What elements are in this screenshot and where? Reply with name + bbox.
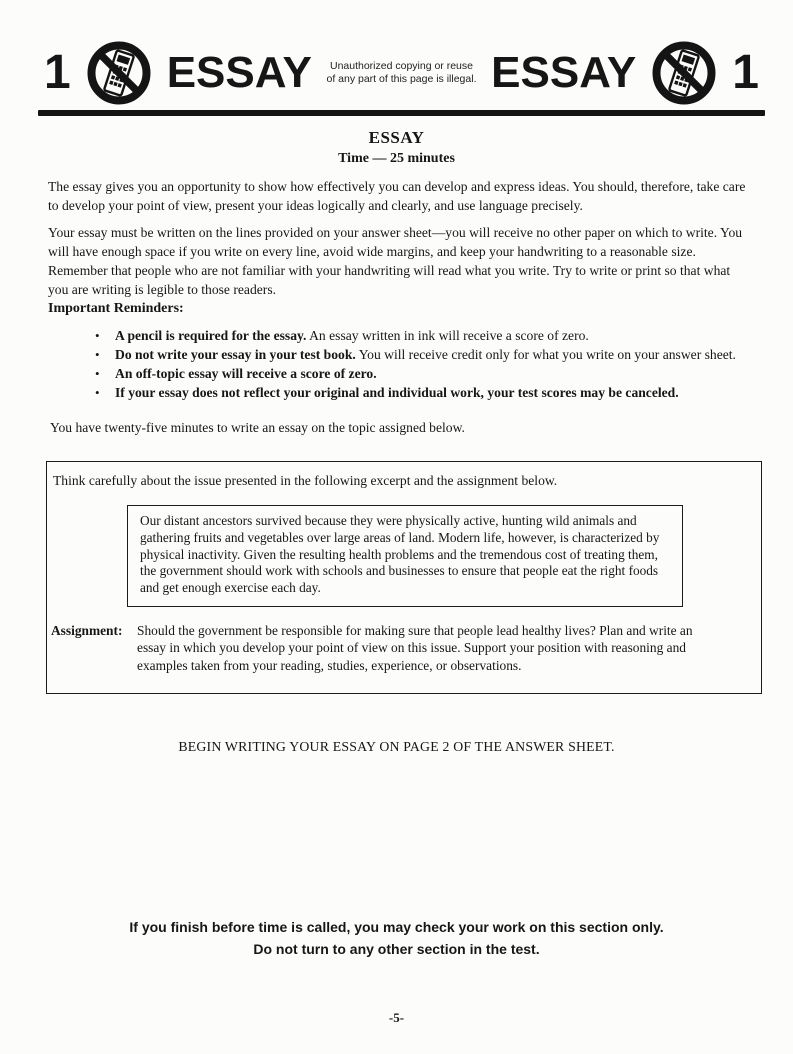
reminders-list xyxy=(48,326,750,402)
footer-warning xyxy=(0,916,793,960)
list-item xyxy=(48,345,750,364)
section-number-left: 1 xyxy=(44,46,71,99)
reminder-text xyxy=(115,345,750,364)
reminder-rest: You will receive credit only for what you write on your answer sheet. xyxy=(355,347,736,362)
reminder-bold: A pencil is required for the essay. xyxy=(115,328,307,343)
assignment-section xyxy=(47,622,761,675)
list-item xyxy=(48,364,750,383)
page-number: -5- xyxy=(388,1010,405,1025)
header-right-group xyxy=(491,41,759,105)
bullet-icon: • xyxy=(95,366,100,381)
intro-paragraph-2: Your essay must be written on the lines provided on your answer sheet—you will receive no other paper on which to write. You will have enough space if you write on every line, avoid wide margins, and keep your handwriting to a reasonable size. Remember that people who are not familiar with your handwriting will read what you write. Try to write or print so that what you are writing is legible to those readers. xyxy=(48,225,743,297)
reminder-bold: Do not write your essay in your test book. xyxy=(115,347,356,362)
reminder-bold: An off-topic essay will receive a score of zero. xyxy=(115,366,377,381)
assignment-label: Assignment: xyxy=(51,622,123,638)
reminder-rest: An essay written in ink will receive a score of zero. xyxy=(306,328,589,343)
bullet-icon: • xyxy=(95,385,100,400)
no-calculator-icon xyxy=(652,41,716,105)
header-divider-rule xyxy=(38,110,765,116)
bullet-icon: • xyxy=(95,328,100,343)
essay-prompt-box xyxy=(46,461,762,694)
list-item xyxy=(48,383,750,402)
footer-warning-line-1: If you finish before time is called, you may check your work on this section only. xyxy=(129,919,664,935)
copyright-notice: Unauthorized copying or reuse of any part of this page is illegal. xyxy=(326,60,477,85)
intro-section xyxy=(48,177,750,299)
footer-warning-line-2: Do not turn to any other section in the test. xyxy=(253,941,540,957)
reminder-text xyxy=(115,364,750,383)
reminders-section xyxy=(48,299,750,402)
header-essay-label-left: ESSAY xyxy=(166,48,312,97)
header-essay-label-right: ESSAY xyxy=(491,48,637,97)
time-note: You have twenty-five minutes to write an essay on the topic assigned below. xyxy=(50,420,465,435)
reminder-text xyxy=(115,383,750,402)
list-item xyxy=(48,326,750,345)
section-number-right: 1 xyxy=(732,46,759,99)
time-limit-label: Time — 25 minutes xyxy=(338,151,455,166)
page-header xyxy=(44,38,759,108)
title-block xyxy=(0,128,793,167)
reminders-heading: Important Reminders: xyxy=(48,301,184,316)
excerpt-box xyxy=(127,505,683,607)
reminder-bold: If your essay does not reflect your original and individual work, your test scores may be canceled. xyxy=(115,385,679,400)
page-title: ESSAY xyxy=(368,128,425,147)
header-left-group xyxy=(44,41,312,105)
excerpt-text: Our distant ancestors survived because they were physically active, hunting wild animals and gathering fruits and vegetables over large areas of land. Modern life, however, is characterized by physical inactivity. Given the resulting health problems and the tremendous cost of treating them, the government should work with schools and businesses to ensure that people eat the right foods and get enough exercise each day. xyxy=(140,513,660,596)
prompt-instruction: Think carefully about the issue presented in the following excerpt and the assignment below. xyxy=(53,473,558,488)
assignment-text: Should the government be responsible for making sure that people lead healthy lives? Plan and write an essay in which you develop your point of view on this issue. Support your position with reasoning and examples taken from your reading, studies, experience, or observations. xyxy=(137,622,693,673)
intro-paragraph-1: The essay gives you an opportunity to show how effectively you can develop and express ideas. You should, therefore, take care to develop your point of view, present your ideas logically and clearly, and use language precisely. xyxy=(48,179,746,213)
begin-writing-instruction: BEGIN WRITING YOUR ESSAY ON PAGE 2 OF THE ANSWER SHEET. xyxy=(178,739,615,754)
no-calculator-icon xyxy=(87,41,151,105)
reminder-text xyxy=(115,326,750,345)
bullet-icon: • xyxy=(95,347,100,362)
